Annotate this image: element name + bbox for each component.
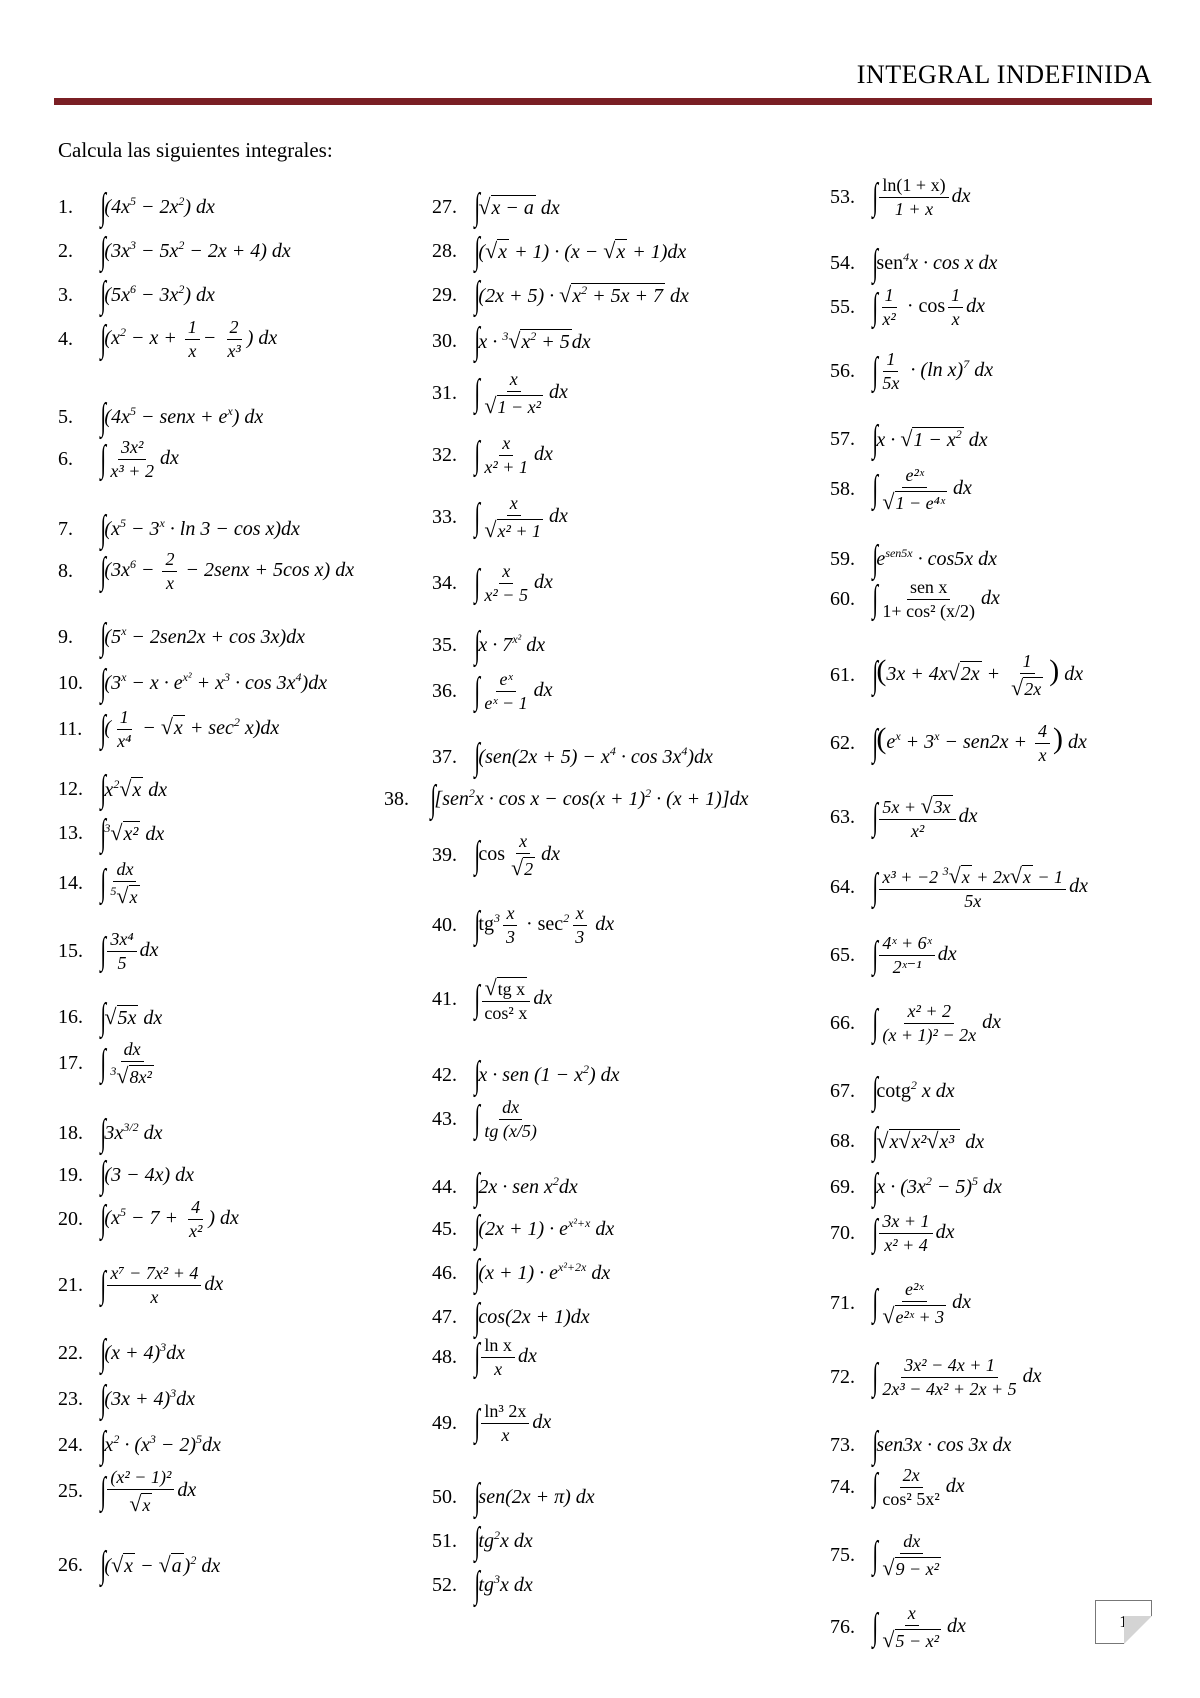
exercise-61: 61. ∫ (3x + 4x√2x + $\frac{1}{√2x}$ ) dx <box>830 651 1084 700</box>
exercise-75: 75. ∫ $\frac{dx}{\text{√9 − x²}}$ <box>830 1531 940 1580</box>
exercise-37: 37. ∫ $(sen(2x + 5) - x^4 \cdot \cos 3x^4)dx$ <box>432 736 713 778</box>
exercise-66: 66. ∫ $\frac{\text{x² + 2}}{\text{(x + 1)² − 2x}}$ dx <box>830 1001 1001 1045</box>
exercise-21: 21. ∫ $\frac{\text{x⁷ − 7x² + 4}}{x}$ dx <box>58 1263 224 1307</box>
exercise-25: 25. ∫ $\frac{\text{(x² − 1)²}}{√x}$ dx <box>58 1467 197 1516</box>
page-title: INTEGRAL INDEFINIDA <box>856 60 1152 89</box>
exercise-49: 49. ∫ $\frac{\text{ln³ 2x}}{x}$ dx <box>432 1401 552 1445</box>
exercise-36: 36. ∫ $\frac{\text{eˣ}}{\text{eˣ − 1}}$ dx <box>432 669 553 713</box>
exercise-9: 9. ∫ $(5^x - 2sen2x + \cos 3x)dx$ <box>58 616 306 658</box>
instructions: Calcula las siguientes integrales: <box>58 138 333 162</box>
exercise-63: 63. ∫ $\frac{5x + √3x}{\text{x²}}$ dx <box>830 793 978 842</box>
exercise-26: 26. ∫ (√x − √a )$^2$ dx <box>58 1544 221 1586</box>
exercise-64: 64. ∫ $\frac{x^3 + -2 ^3√x + 2x√x - 1}{5x}$ dx <box>830 863 1088 912</box>
exercise-52: 52. ∫ $tg^3x$ dx <box>432 1564 533 1606</box>
exercise-33: 33. ∫ $\frac{x}{\text{√x² + 1}}$ dx <box>432 493 568 542</box>
exercise-6: 6. ∫ $\frac{\text{3x²}}{\text{x³ + 2}}$ dx <box>58 437 179 481</box>
page-number-box <box>1095 1600 1152 1644</box>
exercise-15: 15. ∫ $\frac{\text{3x⁴}}{5}$ dx <box>58 929 159 973</box>
exercise-16: 16. ∫ √5x dx <box>58 996 163 1038</box>
exercise-13: 13. ∫ $^3$√x² dx <box>58 812 165 854</box>
exercise-17: 17. ∫ $\frac{dx}{^3√8x^2}$ <box>58 1039 152 1088</box>
exercise-55: 55. ∫ $\frac{1}{\text{x²}}$ · cos $\frac{1}{x}$ dx <box>830 285 986 329</box>
exercise-76: 76. ∫ $\frac{x}{\text{√5 − x²}}$ dx <box>830 1603 966 1652</box>
exercise-71: 71. ∫ $\frac{\text{e²ˣ}}{\text{√e²ˣ + 3}}$ dx <box>830 1279 972 1328</box>
exercise-67: 67. ∫ cotg$^2$ x dx <box>830 1070 955 1112</box>
exercise-41: 41. ∫ $\frac{\text{√tg x}}{\text{cos² x}}$ dx <box>432 975 553 1024</box>
exercise-72: 72. ∫ $\frac{\text{3x² − 4x + 1}}{\text{2x³ − 4x² + 2x + 5}}$ dx <box>830 1355 1042 1399</box>
exercise-73: 73. ∫ sen3x · cos 3x dx <box>830 1424 1012 1466</box>
exercise-38: 38. ∫ $[sen^2x \cdot \cos x - \cos(x + 1)^2 \cdot (x + 1)]dx$ <box>384 778 749 820</box>
exercise-68: 68. ∫ √x√x²√x³ dx <box>830 1120 985 1162</box>
exercise-27: 27. ∫ √x − a dx <box>432 186 560 228</box>
exercise-62: 62. ∫ ($e^x + 3^x - sen2x$ + $\frac{4}{x}$ ) dx <box>830 721 1087 765</box>
header-rule <box>54 98 1152 105</box>
exercise-35: 35. ∫ $x \cdot 7^{x^2}$ dx <box>432 624 546 666</box>
exercise-31: 31. ∫ $\frac{x}{\text{√1 − x²}}$ dx <box>432 369 568 418</box>
exercise-54: 54. ∫ sen$^4$x · cos x dx <box>830 242 998 284</box>
exercise-34: 34. ∫ $\frac{x}{\text{x² − 5}}$ dx <box>432 561 553 605</box>
exercise-29: 29. ∫ $(2x + 5) \cdot √x^2 + 5x + 7$ dx <box>432 274 689 316</box>
exercise-50: 50. ∫ sen(2x + π) dx <box>432 1476 595 1518</box>
exercise-65: 65. ∫ $\frac{\text{4ˣ + 6ˣ}}{\text{2ˣ⁻¹}}$ dx <box>830 933 957 977</box>
exercise-14: 14. ∫ $\frac{dx}{^5√x}$ <box>58 859 138 908</box>
exercise-42: 42. ∫ x · sen $(1 - x^2)$ dx <box>432 1054 620 1096</box>
exercise-57: 57. ∫ $x \cdot √1 - x^2$ dx <box>830 418 988 460</box>
exercise-60: 60. ∫ $\frac{\text{sen x}}{\text{1+ cos² (x/2)}}$ dx <box>830 577 1000 621</box>
exercise-11: 11. ∫ ( $\frac{1}{\text{x⁴}}$ − $√x + \sec^2 x)dx$ <box>58 707 280 751</box>
exercise-56: 56. ∫ $\frac{1}{5x}$ · (ln x)$^7$ dx <box>830 349 994 393</box>
exercise-47: 47. ∫ cos(2x + 1)dx <box>432 1296 590 1338</box>
exercise-30: 30. ∫ $x \cdot ^3√x^2 + 5$ dx <box>432 320 591 362</box>
exercise-20: 20. ∫ ($x^5 - 7$ + $\frac{4}{\text{x²}}$ ) dx <box>58 1197 239 1241</box>
exercise-59: 59. ∫ $e^{sen5x} \cdot \cos 5x$ dx <box>830 538 998 580</box>
exercise-39: 39. ∫ cos $\frac{x}{√2}$ dx <box>432 831 561 880</box>
exercise-51: 51. ∫ $tg^2x$ dx <box>432 1520 533 1562</box>
exercise-10: 10. ∫ $(3^x - x \cdot e^{x^2} + x^3 \cdot \cos 3x^4)dx$ <box>58 662 328 704</box>
exercise-23: 23. ∫ $(3x + 4)^3dx$ <box>58 1378 196 1420</box>
exercise-22: 22. ∫ $(x + 4)^3dx$ <box>58 1332 186 1374</box>
exercise-43: 43. ∫ $\frac{dx}{tg (x/5)}$ <box>432 1097 537 1141</box>
exercise-5: 5. ∫ ($4x^5$ − senx + $e^x$) dx <box>58 396 264 438</box>
exercise-46: 46. ∫ $(x + 1) \cdot e^{x^2+2x}$ dx <box>432 1252 611 1294</box>
exercise-58: 58. ∫ $\frac{\text{e²ˣ}}{\text{√1 − e⁴ˣ}}$ dx <box>830 465 972 514</box>
exercise-2: 2. ∫ $(3x^3 - 5x^2 - 2x + 4)$ dx <box>58 230 291 272</box>
exercise-45: 45. ∫ $(2x + 1) \cdot e^{x^2+x}$ dx <box>432 1208 615 1250</box>
exercise-4: 4. ∫ ($x^2 - x$ + $\frac{1}{x}$ − $\frac{2}{\text{x³}}$ ) dx <box>58 317 278 361</box>
exercise-40: 40. ∫ $tg^3$ $\frac{x}{3}$ · $\sec^2$ $\frac{x}{3}$ dx <box>432 903 615 947</box>
page-curl-icon <box>1124 1616 1152 1644</box>
exercise-70: 70. ∫ $\frac{3x + 1}{\text{x² + 4}}$ dx <box>830 1211 955 1255</box>
exercise-44: 44. ∫ 2x · sen $x^2dx$ <box>432 1166 578 1208</box>
exercise-12: 12. ∫ $x^2√x$ dx <box>58 768 168 810</box>
page-number: 1 <box>1119 1612 1128 1631</box>
exercise-19: 19. ∫ (3 − 4x) dx <box>58 1154 194 1196</box>
exercise-18: 18. ∫ $3x^{3/2}$ dx <box>58 1112 163 1154</box>
exercise-1: 1. ∫ $(4x^5 - 2x^2)$ dx <box>58 186 215 228</box>
exercise-69: 69. ∫ $x \cdot (3x^2 - 5)^5$ dx <box>830 1166 1002 1208</box>
exercise-24: 24. ∫ $x^2 \cdot (x^3 - 2)^5dx$ <box>58 1424 221 1466</box>
exercise-74: 74. ∫ $\frac{2x}{\text{cos² 5x²}}$ dx <box>830 1465 965 1509</box>
exercise-28: 28. ∫ (√x + 1) · (x − √x + 1)dx <box>432 230 687 272</box>
exercise-7: 7. ∫ $(x^5 - 3^x \cdot \ln 3 - \cos x)dx$ <box>58 508 300 550</box>
exercise-8: 8. ∫ ($3x^6$ − $\frac{2}{x}$ − 2senx + 5cos x) dx <box>58 549 355 593</box>
exercise-48: 48. ∫ $\frac{\text{ln x}}{x}$ dx <box>432 1335 537 1379</box>
exercise-32: 32. ∫ $\frac{x}{\text{x² + 1}}$ dx <box>432 433 553 477</box>
exercise-3: 3. ∫ $(5x^6 - 3x^2)$ dx <box>58 274 215 316</box>
exercise-53: 53. ∫ $\frac{\ln(1 + x)}{1 + x}$ dx <box>830 175 971 219</box>
